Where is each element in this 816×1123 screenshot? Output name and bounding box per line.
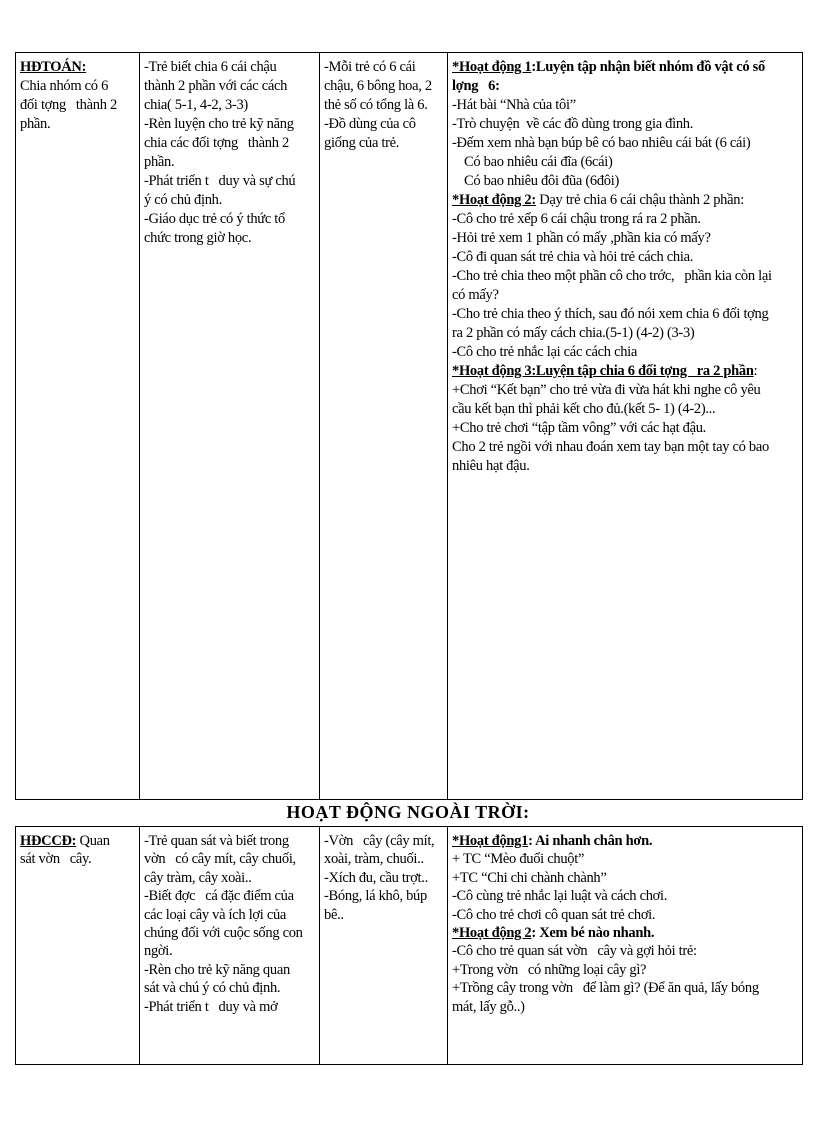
material-line: xoài, tràm, chuối..	[324, 851, 424, 868]
activity-line: nhiêu hạt đậu.	[452, 458, 530, 474]
activity-line: -Cho trẻ chia theo ý thích, sau đó nói xem chia 6 đối tợng	[452, 306, 769, 322]
activity-3-header	[452, 362, 798, 381]
activities-cell	[448, 827, 803, 1065]
activity-2-title: Dạy trẻ chia 6 cái chậu thành 2 phần:	[535, 192, 744, 208]
activity-line: -Hỏi trẻ xem 1 phần có mấy ,phần kia có mấy?	[452, 230, 711, 246]
activity-line: -Cô cùng trẻ nhắc lại luật và cách chơi.	[452, 888, 668, 905]
objective-line: các loại cây và ích lợi của	[144, 906, 287, 923]
material-line: -Xích đu, cầu trợt..	[324, 869, 428, 886]
activity-line: -Cô đi quan sát trẻ chia và hỏi trẻ cách chia.	[452, 249, 694, 265]
activity-line: -Cho trẻ chia theo một phần cô cho trớc, phần kia còn lại	[452, 268, 772, 284]
subject-line: đối tợng thành 2	[20, 97, 117, 113]
subject-line: Chia nhóm có 6	[20, 78, 109, 94]
activity-line: +Trồng cây trong vờn để làm gì? (Để ăn quả, lấy bóng	[452, 980, 759, 997]
material-line: thẻ số có tổng là 6.	[324, 97, 428, 113]
activity-1-heading: *Hoạt động1	[452, 833, 529, 849]
material-line: -Vờn cây (cây mít,	[324, 833, 435, 849]
objective-line: phần.	[144, 154, 175, 170]
objective-line: ngời.	[144, 943, 173, 960]
activity-line: Có bao nhiêu đôi đũa (6đôi)	[464, 173, 619, 189]
subject-header	[20, 832, 135, 850]
activity-line: -Cô cho trẻ quan sát vờn cây và gợi hỏi trẻ:	[452, 943, 697, 960]
section-title-outdoor: HOẠT ĐỘNG NGOÀI TRỜI:	[286, 802, 530, 822]
activity-2-heading: *Hoạt động 2	[452, 925, 532, 942]
activity-1-header	[452, 58, 798, 77]
material-line: -Mỗi trẻ có 6 cái	[324, 59, 416, 75]
subject-line: phần.	[20, 116, 51, 132]
objective-line: thành 2 phần với các cách	[144, 78, 288, 94]
activity-line: Cho 2 trẻ ngồi với nhau đoán xem tay bạn một tay có bao	[452, 439, 769, 455]
activity-2-title: : Xem bé nào nhanh.	[531, 925, 655, 942]
subject-cell	[16, 827, 140, 1065]
activity-line: +Chơi “Kết bạn” cho trẻ vừa đi vừa hát khi nghe cô yêu	[452, 382, 761, 398]
activity-line: +Trong vờn có những loại cây gì?	[452, 961, 647, 978]
activities-cell	[448, 53, 803, 800]
activity-2-heading: *Hoạt động 2:	[452, 192, 536, 208]
materials-cell	[320, 53, 448, 800]
material-line: chậu, 6 bông hoa, 2	[324, 78, 432, 94]
activity-line: -Đếm xem nhà bạn búp bê có bao nhiêu cái bát (6 cái)	[452, 135, 751, 151]
objective-line: chúng đối với cuộc sống con	[144, 925, 303, 942]
activity-1-title-cont: lợng 6:	[452, 78, 500, 94]
subject-heading: HĐCCĐ:	[20, 833, 77, 849]
activity-line: -Cô cho trẻ nhắc lại các cách chia	[452, 344, 638, 360]
activity-1-title: :Luyện tập nhận biết nhóm đồ vật có số	[531, 59, 765, 75]
objective-line: chia các đối tợng thành 2	[144, 135, 289, 151]
activity-line: +Cho trẻ chơi “tập tầm vông” với các hạt đậu.	[452, 420, 707, 436]
objective-line: chức trong giờ học.	[144, 230, 252, 246]
objective-line: -Giáo dục trẻ có ý thức tổ	[144, 211, 285, 227]
objectives-clip	[144, 832, 315, 1062]
material-line: bê..	[324, 906, 344, 923]
objective-line: -Rèn luyện cho trẻ kỹ năng	[144, 116, 294, 132]
activity-3-heading: *Hoạt động 3	[452, 363, 532, 379]
subject-heading: HĐTOÁN:	[20, 59, 87, 75]
objective-line: -Phát triển t duy và mở	[144, 998, 278, 1015]
objective-line: ý có chủ định.	[144, 192, 222, 208]
activity-line: -Cô cho trẻ xếp 6 cái chậu trong rá ra 2 phần.	[452, 211, 701, 227]
activity-line: -Hát bài “Nhà của tôi”	[452, 97, 576, 113]
activity-2-header	[452, 924, 798, 942]
activity-line: mát, lấy gỗ..)	[452, 998, 525, 1015]
material-line: giống của trẻ.	[324, 135, 400, 151]
activity-2-header	[452, 191, 798, 210]
activity-line: có mấy?	[452, 287, 499, 303]
objectives-cell	[140, 827, 320, 1065]
activity-line: -Trò chuyện về các đồ dùng trong gia đình.	[452, 116, 694, 132]
subject-line: sát vờn cây.	[20, 851, 92, 868]
objective-line: -Trẻ quan sát và biết trong	[144, 833, 289, 849]
lesson-table-1	[15, 52, 803, 800]
objective-line: -Trẻ biết chia 6 cái chậu	[144, 59, 277, 75]
objective-line: -Rèn cho trẻ kỹ năng quan	[144, 961, 290, 978]
activity-line: +TC “Chi chi chành chành”	[452, 869, 607, 886]
activities-clip	[452, 832, 798, 1062]
objective-line: cây tràm, cây xoài..	[144, 869, 252, 886]
objectives-cell	[140, 53, 320, 800]
activity-line: Có bao nhiêu cái đĩa (6cái)	[464, 154, 613, 170]
objective-line: -Phát triển t duy và sự chú	[144, 173, 296, 189]
activity-3-colon: :	[753, 363, 758, 379]
material-line: -Đồ dùng của cô	[324, 116, 416, 132]
activity-1-heading: *Hoạt động 1	[452, 59, 532, 75]
activity-line: ra 2 phần có mấy cách chia.(5-1) (4-2) (3-3)	[452, 325, 695, 341]
activity-line: + TC “Mèo đuổi chuột”	[452, 851, 585, 868]
activity-1-header	[452, 832, 798, 850]
objective-line: chia( 5-1, 4-2, 3-3)	[144, 97, 248, 113]
activity-1-title: : Ai nhanh chân hơn.	[528, 833, 653, 849]
materials-cell	[320, 827, 448, 1065]
subject-cell	[16, 53, 140, 800]
activity-line: -Cô cho trẻ chơi cô quan sát trẻ chơi.	[452, 906, 656, 923]
activity-3-title: :Luyện tập chia 6 đối tợng ra 2 phần	[531, 363, 754, 379]
objective-line: sát và chú ý có chủ định.	[144, 980, 281, 997]
subject-text-first: Quan	[76, 833, 110, 849]
activity-line: cầu kết bạn thì phải kết cho đủ.(kết 5- 1) (4-2)...	[452, 401, 716, 417]
objective-line: -Biết đợc cá đặc điểm của	[144, 888, 294, 905]
lesson-table-2	[15, 826, 803, 1065]
material-line: -Bóng, lá khô, búp	[324, 888, 427, 905]
objective-line: vờn có cây mít, cây chuối,	[144, 851, 296, 868]
